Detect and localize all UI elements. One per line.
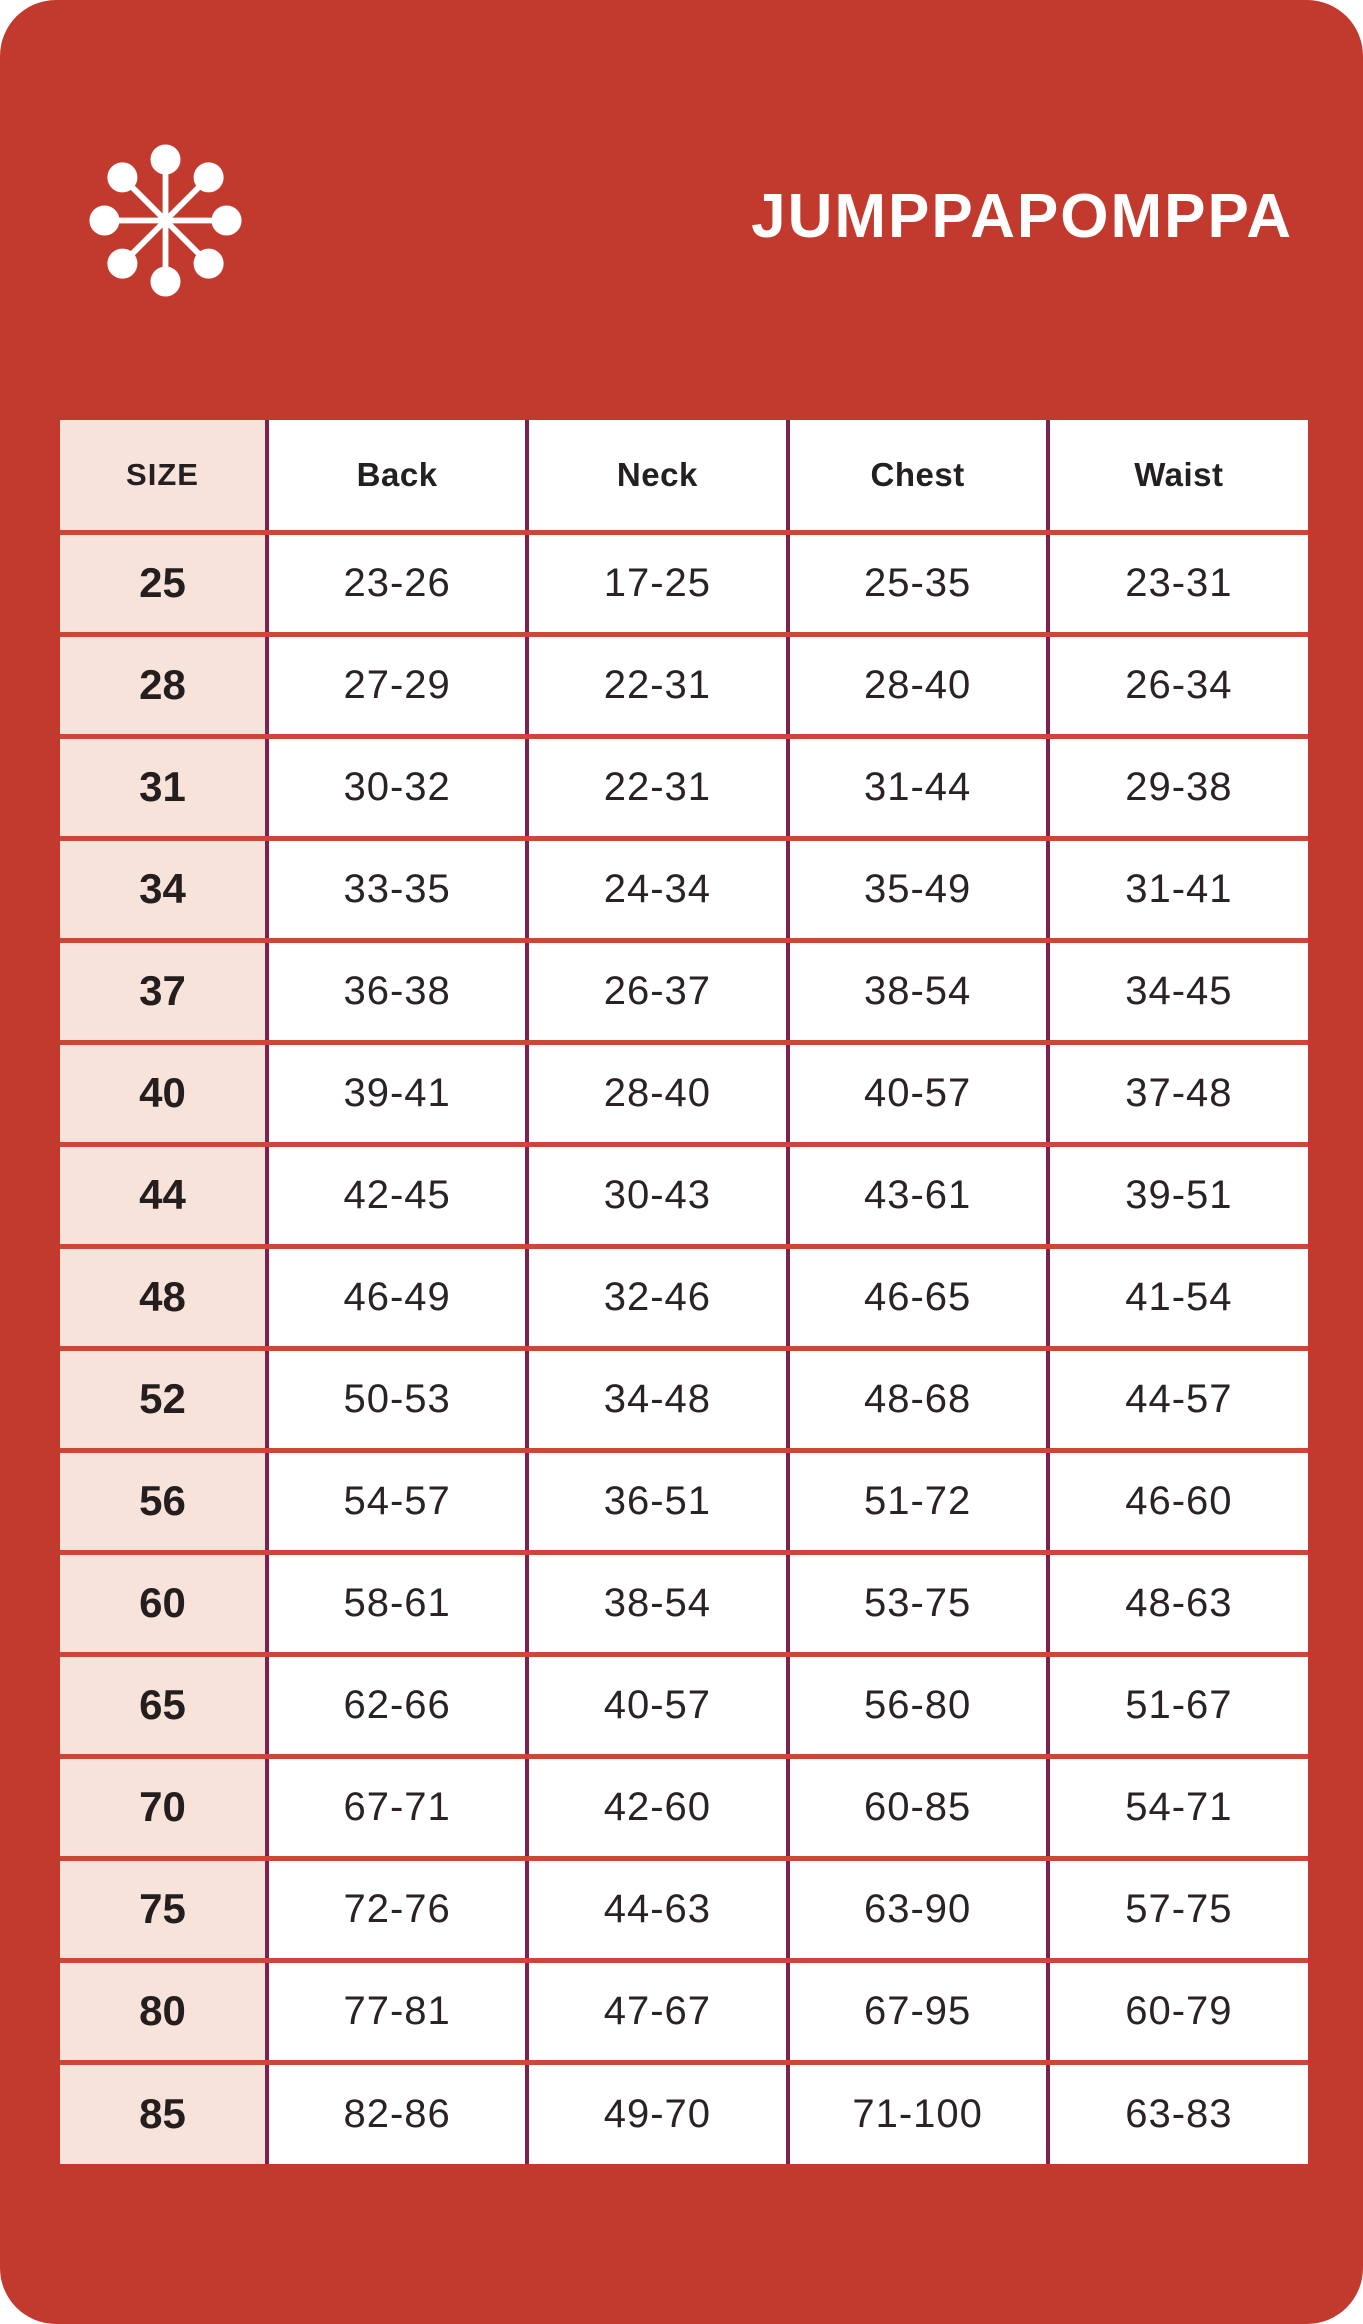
measurement-cell: 22-31 bbox=[527, 736, 787, 838]
measurement-cell: 44-57 bbox=[1048, 1348, 1308, 1450]
measurement-cell: 25-35 bbox=[788, 532, 1048, 634]
size-cell: 70 bbox=[60, 1756, 267, 1858]
table-row bbox=[60, 1042, 1308, 1144]
measurement-cell: 26-34 bbox=[1048, 634, 1308, 736]
measurement-cell: 53-75 bbox=[788, 1552, 1048, 1654]
table-body bbox=[60, 532, 1308, 2164]
measurement-cell: 46-65 bbox=[788, 1246, 1048, 1348]
measurement-cell: 47-67 bbox=[527, 1960, 787, 2062]
measurement-cell: 63-83 bbox=[1048, 2062, 1308, 2164]
table-row bbox=[60, 532, 1308, 634]
measurement-cell: 40-57 bbox=[527, 1654, 787, 1756]
size-measurement-table bbox=[60, 420, 1308, 2164]
measurement-cell: 71-100 bbox=[788, 2062, 1048, 2164]
size-cell: 48 bbox=[60, 1246, 267, 1348]
measurement-cell: 38-54 bbox=[788, 940, 1048, 1042]
column-header-chest: Chest bbox=[788, 420, 1048, 532]
measurement-cell: 72-76 bbox=[267, 1858, 527, 1960]
size-cell: 75 bbox=[60, 1858, 267, 1960]
size-cell: 65 bbox=[60, 1654, 267, 1756]
measurement-cell: 57-75 bbox=[1048, 1858, 1308, 1960]
size-cell: 34 bbox=[60, 838, 267, 940]
measurement-cell: 67-71 bbox=[267, 1756, 527, 1858]
brand-title: JUMPPAPOMPPA bbox=[751, 182, 1293, 251]
measurement-cell: 51-67 bbox=[1048, 1654, 1308, 1756]
measurement-cell: 42-60 bbox=[527, 1756, 787, 1858]
measurement-cell: 44-63 bbox=[527, 1858, 787, 1960]
measurement-cell: 38-54 bbox=[527, 1552, 787, 1654]
measurement-cell: 54-57 bbox=[267, 1450, 527, 1552]
measurement-cell: 17-25 bbox=[527, 532, 787, 634]
table-row bbox=[60, 1450, 1308, 1552]
table-row bbox=[60, 1756, 1308, 1858]
size-cell: 40 bbox=[60, 1042, 267, 1144]
size-cell: 85 bbox=[60, 2062, 267, 2164]
measurement-cell: 31-44 bbox=[788, 736, 1048, 838]
measurement-cell: 31-41 bbox=[1048, 838, 1308, 940]
measurement-cell: 82-86 bbox=[267, 2062, 527, 2164]
measurement-cell: 28-40 bbox=[788, 634, 1048, 736]
size-cell: 31 bbox=[60, 736, 267, 838]
measurement-cell: 32-46 bbox=[527, 1246, 787, 1348]
size-cell: 52 bbox=[60, 1348, 267, 1450]
measurement-cell: 54-71 bbox=[1048, 1756, 1308, 1858]
measurement-cell: 36-38 bbox=[267, 940, 527, 1042]
measurement-cell: 41-54 bbox=[1048, 1246, 1308, 1348]
measurement-cell: 30-43 bbox=[527, 1144, 787, 1246]
measurement-cell: 46-49 bbox=[267, 1246, 527, 1348]
measurement-cell: 34-45 bbox=[1048, 940, 1308, 1042]
table-row bbox=[60, 940, 1308, 1042]
measurement-cell: 34-48 bbox=[527, 1348, 787, 1450]
size-cell: 44 bbox=[60, 1144, 267, 1246]
measurement-cell: 37-48 bbox=[1048, 1042, 1308, 1144]
measurement-cell: 39-41 bbox=[267, 1042, 527, 1144]
measurement-cell: 49-70 bbox=[527, 2062, 787, 2164]
size-cell: 37 bbox=[60, 940, 267, 1042]
table-row bbox=[60, 634, 1308, 736]
measurement-cell: 35-49 bbox=[788, 838, 1048, 940]
measurement-cell: 60-85 bbox=[788, 1756, 1048, 1858]
measurement-cell: 33-35 bbox=[267, 838, 527, 940]
table-row bbox=[60, 1144, 1308, 1246]
table-row bbox=[60, 1552, 1308, 1654]
column-header-size: SIZE bbox=[60, 420, 267, 532]
measurement-cell: 58-61 bbox=[267, 1552, 527, 1654]
table-row bbox=[60, 2062, 1308, 2164]
measurement-cell: 42-45 bbox=[267, 1144, 527, 1246]
size-cell: 80 bbox=[60, 1960, 267, 2062]
measurement-cell: 77-81 bbox=[267, 1960, 527, 2062]
measurement-cell: 43-61 bbox=[788, 1144, 1048, 1246]
measurement-cell: 40-57 bbox=[788, 1042, 1048, 1144]
table-row bbox=[60, 838, 1308, 940]
column-header-back: Back bbox=[267, 420, 527, 532]
size-cell: 56 bbox=[60, 1450, 267, 1552]
measurement-cell: 39-51 bbox=[1048, 1144, 1308, 1246]
measurement-cell: 28-40 bbox=[527, 1042, 787, 1144]
size-cell: 25 bbox=[60, 532, 267, 634]
measurement-cell: 60-79 bbox=[1048, 1960, 1308, 2062]
table-row bbox=[60, 1960, 1308, 2062]
column-header-waist: Waist bbox=[1048, 420, 1308, 532]
measurement-cell: 63-90 bbox=[788, 1858, 1048, 1960]
measurement-cell: 48-68 bbox=[788, 1348, 1048, 1450]
table-row bbox=[60, 1654, 1308, 1756]
measurement-cell: 30-32 bbox=[267, 736, 527, 838]
measurement-cell: 36-51 bbox=[527, 1450, 787, 1552]
table-header-row bbox=[60, 420, 1308, 532]
measurement-cell: 67-95 bbox=[788, 1960, 1048, 2062]
measurement-cell: 23-31 bbox=[1048, 532, 1308, 634]
measurement-cell: 48-63 bbox=[1048, 1552, 1308, 1654]
measurement-cell: 46-60 bbox=[1048, 1450, 1308, 1552]
size-cell: 28 bbox=[60, 634, 267, 736]
measurement-cell: 26-37 bbox=[527, 940, 787, 1042]
column-header-neck: Neck bbox=[527, 420, 787, 532]
measurement-cell: 51-72 bbox=[788, 1450, 1048, 1552]
measurement-cell: 27-29 bbox=[267, 634, 527, 736]
table-row bbox=[60, 736, 1308, 838]
table-row bbox=[60, 1858, 1308, 1960]
measurement-cell: 56-80 bbox=[788, 1654, 1048, 1756]
snowflake-asterisk-icon bbox=[88, 143, 243, 298]
measurement-cell: 24-34 bbox=[527, 838, 787, 940]
measurement-cell: 23-26 bbox=[267, 532, 527, 634]
table-row bbox=[60, 1246, 1308, 1348]
measurement-cell: 62-66 bbox=[267, 1654, 527, 1756]
measurement-cell: 29-38 bbox=[1048, 736, 1308, 838]
size-cell: 60 bbox=[60, 1552, 267, 1654]
measurement-cell: 50-53 bbox=[267, 1348, 527, 1450]
brand-header bbox=[0, 0, 1363, 420]
measurement-cell: 22-31 bbox=[527, 634, 787, 736]
table-row bbox=[60, 1348, 1308, 1450]
